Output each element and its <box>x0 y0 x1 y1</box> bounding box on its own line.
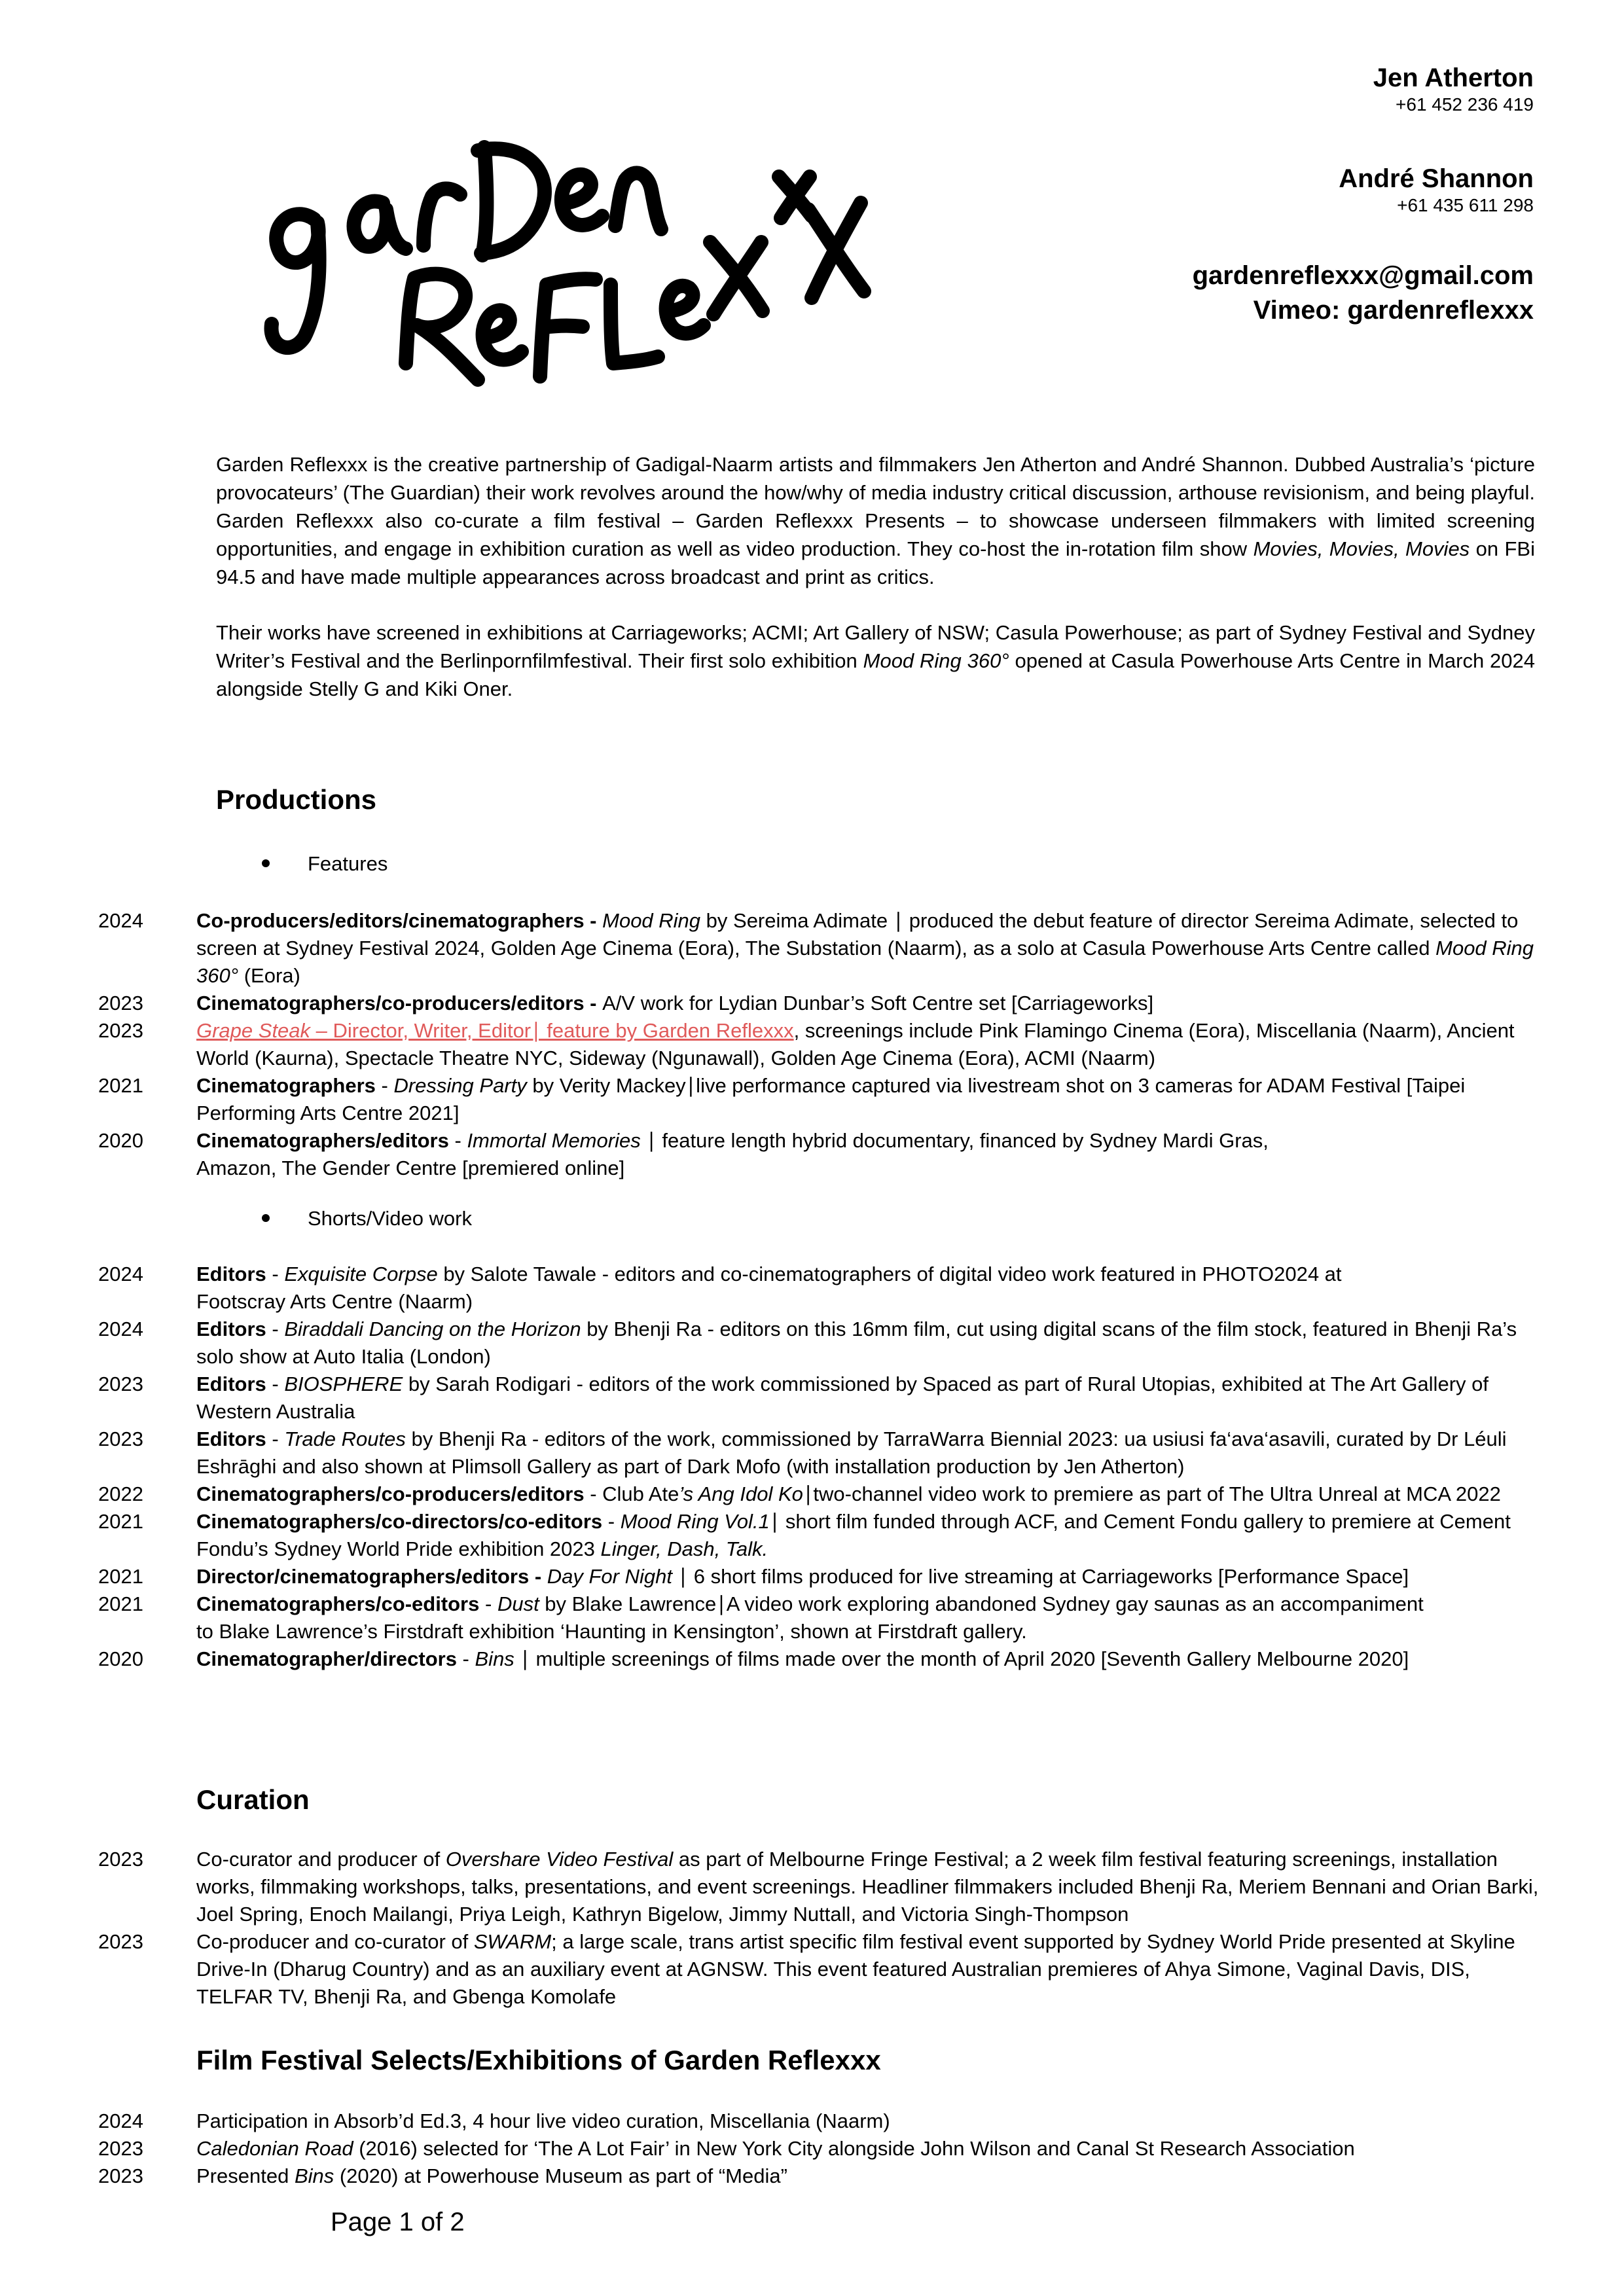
entry-description <box>196 1480 1545 1508</box>
role-text: Cinematographers/co-producers/editors <box>196 1482 585 1505</box>
body-text: ∣ feature length hybrid documentary, financed by Sydney Mardi Gras, <box>640 1129 1269 1152</box>
contact-name-jen: Jen Atherton <box>1373 63 1534 92</box>
role-text: Cinematographers/co-producers/editors - <box>196 992 603 1014</box>
role-text: Editors <box>196 1263 266 1285</box>
entry-description <box>196 1371 1545 1426</box>
body-text: - Club Ate <box>584 1482 679 1505</box>
title-text: Mood Ring 360° <box>196 937 1534 987</box>
body-text: - <box>448 1129 467 1152</box>
entry-row <box>98 1563 1545 1590</box>
body-text: Amazon, The Gender Centre [premiered online] <box>196 1157 625 1179</box>
body-text: (2016) selected for ‘The A Lot Fair’ in New York City alongside John Wilson and Canal St Research Association <box>353 2137 1355 2160</box>
body-text: Presented <box>196 2164 295 2187</box>
body-text: ∣ short film funded through ACF, and Cement Fondu gallery to premiere at Cement Fondu’s Sydney World Pride exhibition 2023 <box>196 1510 1511 1560</box>
productions-heading: Productions <box>216 784 377 815</box>
role-text: Cinematographers/editors <box>196 1129 449 1152</box>
title-text: Biraddali Dancing on the Horizon <box>284 1318 581 1340</box>
festivals-list <box>98 2108 1545 2190</box>
entry-row <box>98 2162 1545 2190</box>
title-text: Caledonian Road <box>196 2137 353 2160</box>
entry-row <box>98 1846 1545 1928</box>
entry-row <box>98 990 1545 1017</box>
festivals-heading: Film Festival Selects/Exhibitions of Garden Reflexxx <box>196 2045 881 2075</box>
intro-paragraph-1 <box>216 450 1535 591</box>
entry-year: 2023 <box>98 992 143 1014</box>
title-text: Linger, Dash, Talk. <box>600 1537 768 1560</box>
page-number: Page 1 of 2 <box>331 2208 465 2236</box>
entry-row <box>98 2108 1545 2135</box>
entry-year: 2024 <box>98 2109 143 2132</box>
role-text: Cinematographers/co-editors <box>196 1592 480 1615</box>
shorts-subheading <box>262 1207 472 1230</box>
entry-year: 2024 <box>98 1263 143 1285</box>
title-text: Dust <box>497 1592 539 1615</box>
entry-year: 2024 <box>98 909 143 932</box>
body-text: A/V work for Lydian Dunbar’s Soft Centre set [Carriageworks] <box>602 992 1154 1014</box>
entry-row <box>98 1480 1545 1508</box>
shorts-list <box>98 1261 1545 1673</box>
entry-row <box>98 1261 1545 1316</box>
title-text: Immortal Memories <box>467 1129 641 1152</box>
contact-name-andre: André Shannon <box>1339 164 1534 194</box>
title-text: Dressing Party <box>393 1074 527 1097</box>
entry-description <box>196 1645 1545 1673</box>
role-text: Cinematographers <box>196 1074 376 1097</box>
entry-row <box>98 1645 1545 1673</box>
body-text: opened at Casula Powerhouse Arts Centre in March 2024 alongside Stelly G and Kiki Oner. <box>216 649 1535 700</box>
entry-row <box>98 1590 1545 1645</box>
role-text: Editors <box>196 1372 266 1395</box>
body-text: (Eora) <box>238 964 300 987</box>
entry-description <box>196 1563 1545 1590</box>
bullet-icon <box>262 1214 270 1222</box>
link-title[interactable]: Grape Steak <box>196 1019 311 1042</box>
body-text: Co-curator and producer of <box>196 1848 446 1871</box>
body-text: - <box>456 1647 475 1670</box>
entry-year: 2023 <box>98 2164 143 2187</box>
body-text: to Blake Lawrence’s Firstdraft exhibition ‘Haunting in Kensington’, shown at Firstdraft gallery. <box>196 1620 1027 1643</box>
body-text: by Bhenji Ra - editors of the work, commissioned by TarraWarra Biennial 2023: ua usiusi fa‘ava‘asavili, curated by Dr Léuli Eshrāghi and also shown at Plimsoll Gallery as part of Dark Mofo (with installation production by Jen Atherton) <box>196 1427 1507 1478</box>
title-text: Bins <box>294 2164 334 2187</box>
title-text: SWARM <box>473 1930 552 1953</box>
entry-year: 2023 <box>98 2137 143 2160</box>
title-text: Movies, Movies, Movies <box>1253 537 1470 560</box>
entry-description <box>196 2108 1545 2135</box>
body-text: - <box>266 1427 285 1450</box>
contact-email[interactable]: gardenreflexxx@gmail.com <box>1192 260 1534 290</box>
body-text: ; a large scale, trans artist specific film festival event supported by Sydney World Pride presented at Skyline Drive-In (Dharug Country) and as an auxiliary event at AGNSW. This event featured Australian premieres of Ahya Simone, Vaginal Davis, DIS, TELFAR TV, Bhenji Ra, and Gbenga Komolafe <box>196 1930 1515 2008</box>
body-text: - <box>479 1592 497 1615</box>
contact-block <box>945 63 1534 328</box>
body-text: ∣ multiple screenings of films made over the month of April 2020 [Seventh Gallery Melbourne 2020] <box>514 1647 1409 1670</box>
features-label: Features <box>308 852 388 875</box>
title-text: Bins <box>475 1647 514 1670</box>
body-text: Participation in Absorb’d Ed.3, 4 hour live video curation, Miscellania (Naarm) <box>196 2109 890 2132</box>
entry-year: 2023 <box>98 1372 143 1395</box>
curation-list <box>98 1846 1545 2011</box>
entry-year: 2021 <box>98 1592 143 1615</box>
role-text: Director/cinematographers/editors - <box>196 1565 547 1588</box>
body-text: by Sarah Rodigari - editors of the work commissioned by Spaced as part of Rural Utopias, exhibited at The Art Gallery of Western Australia <box>196 1372 1489 1423</box>
body-text: Footscray Arts Centre (Naarm) <box>196 1290 473 1313</box>
features-subheading <box>262 852 388 876</box>
entry-description <box>196 1508 1545 1563</box>
body-text: as part of Melbourne Fringe Festival; a 2 week film festival featuring screenings, installation works, filmmaking workshops, talks, presentations, and event screenings. Headliner filmmakers included Bhenji Ra, Meriem Bennani and Orian Barki, Joel Spring, Enoch Mailangi, Priya Leigh, Kathryn Bigelow, Jimmy Nuttall, and Victoria Singh-Thompson <box>196 1848 1539 1926</box>
entry-row <box>98 907 1545 990</box>
features-list <box>98 907 1545 1182</box>
shorts-label: Shorts/Video work <box>308 1207 472 1230</box>
body-text: - <box>266 1318 285 1340</box>
entry-year: 2021 <box>98 1074 143 1097</box>
entry-row <box>98 1371 1545 1426</box>
entry-description <box>196 1426 1545 1480</box>
entry-year: 2021 <box>98 1565 143 1588</box>
body-text: Their works have screened in exhibitions at Carriageworks; ACMI; Art Gallery of NSW; Casula Powerhouse; as part of Sydney Festival and Sydney Writer’s Festival and the Berlinpornfilmfestival. Their first solo exhibition <box>216 621 1535 672</box>
curation-heading: Curation <box>196 1784 310 1815</box>
entry-description <box>196 2162 1545 2190</box>
contact-phone-andre: +61 435 611 298 <box>1397 195 1534 216</box>
entry-year: 2021 <box>98 1510 143 1533</box>
role-text: Editors <box>196 1427 266 1450</box>
body-text: by Blake Lawrence∣A video work exploring abandoned Sydney gay saunas as an accompaniment <box>539 1592 1424 1615</box>
entry-year: 2020 <box>98 1647 143 1670</box>
entry-year: 2023 <box>98 1019 143 1042</box>
body-text: by Salote Tawale - editors and co-cinematographers of digital video work featured in PHOTO2024 at <box>437 1263 1342 1285</box>
body-text: , screenings include Pink Flamingo Cinema (Eora), Miscellania (Naarm), Ancient World (Kaurna), Spectacle Theatre NYC, Sideway (Ngunawall), Golden Age Cinema (Eora), ACMI (Naarm) <box>196 1019 1515 1069</box>
body-text: by Bhenji Ra - editors on this 16mm film, cut using digital scans of the film stock, featured in Bhenji Ra’s solo show at Auto Italia (London) <box>196 1318 1517 1368</box>
role-text: Cinematographer/directors <box>196 1647 457 1670</box>
entry-description <box>196 1590 1545 1645</box>
title-text: Mood Ring 360° <box>863 649 1009 672</box>
entry-year: 2020 <box>98 1129 143 1152</box>
title-text: Mood Ring Vol.1 <box>620 1510 770 1533</box>
role-text: Editors <box>196 1318 266 1340</box>
entry-year: 2024 <box>98 1318 143 1340</box>
entry-description <box>196 990 1545 1017</box>
body-text: (2020) at Powerhouse Museum as part of “Media” <box>334 2164 787 2187</box>
title-text: ’s Ang Idol Ko <box>679 1482 803 1505</box>
entry-description <box>196 1928 1545 2011</box>
entry-description <box>196 1261 1545 1316</box>
body-text: by Sereima Adimate ∣ produced the debut feature of director Sereima Adimate, selected to screen at Sydney Festival 2024, Golden Age Cinema (Eora), The Substation (Naarm), as a solo at Casula Powerhouse Arts Centre called <box>196 909 1519 960</box>
body-text: - <box>375 1074 394 1097</box>
role-text: Co-producers/editors/cinematographers - <box>196 909 603 932</box>
intro-section <box>216 450 1535 730</box>
body-text: - <box>602 1510 621 1533</box>
entry-row <box>98 1426 1545 1480</box>
entry-year: 2023 <box>98 1427 143 1450</box>
entry-description <box>196 1316 1545 1371</box>
entry-description <box>196 1072 1545 1127</box>
bullet-icon <box>262 859 270 867</box>
intro-paragraph-2 <box>216 619 1535 703</box>
body-text: ∣two-channel video work to premiere as part of The Ultra Unreal at MCA 2022 <box>803 1482 1501 1505</box>
body-text: Co-producer and co-curator of <box>196 1930 474 1953</box>
link-text[interactable]: – Director, Writer, Editor∣ feature by Garden Reflexxx <box>310 1019 794 1042</box>
entry-year: 2023 <box>98 1930 143 1953</box>
garden-reflexxx-logo <box>252 88 907 409</box>
entry-description <box>196 907 1545 990</box>
entry-row <box>98 1316 1545 1371</box>
entry-year: 2023 <box>98 1848 143 1871</box>
entry-row <box>98 1928 1545 2011</box>
entry-row <box>98 1072 1545 1127</box>
title-text: Mood Ring <box>602 909 701 932</box>
title-text: Overshare Video Festival <box>445 1848 674 1871</box>
entry-description <box>196 2135 1545 2162</box>
title-text: BIOSPHERE <box>284 1372 403 1395</box>
role-text: Cinematographers/co-directors/co-editors <box>196 1510 603 1533</box>
entry-year: 2022 <box>98 1482 143 1505</box>
body-text: Garden Reflexxx is the creative partnership of Gadigal-Naarm artists and filmmakers Jen Atherton and André Shannon. Dubbed Australia’s ‘picture provocateurs’ (The Guardian) their work revolves around the how/why of media industry critical discussion, arthouse revisionism, and being playful. Garden Reflexxx also co-curate a film festival – Garden Reflexxx Presents – to showcase underseen filmmakers with limited screening opportunities, and engage in exhibition curation as well as video production. They co-host the in-rotation film show <box>216 453 1535 560</box>
body-text: - <box>266 1263 285 1285</box>
contact-phone-jen: +61 452 236 419 <box>1396 94 1534 115</box>
entry-row <box>98 2135 1545 2162</box>
entry-description <box>196 1846 1545 1928</box>
body-text: ∣ 6 short films produced for live streaming at Carriageworks [Performance Space] <box>672 1565 1409 1588</box>
body-text: on FBi 94.5 and have made multiple appearances across broadcast and print as critics. <box>216 537 1535 588</box>
entry-row <box>98 1127 1545 1182</box>
contact-vimeo[interactable]: Vimeo: gardenreflexxx <box>1253 295 1534 325</box>
entry-row <box>98 1017 1545 1072</box>
body-text: by Verity Mackey∣live performance captured via livestream shot on 3 cameras for ADAM Festival [Taipei Performing Arts Centre 2021] <box>196 1074 1466 1124</box>
entry-description <box>196 1017 1545 1072</box>
title-text: Trade Routes <box>284 1427 406 1450</box>
title-text: Day For Night <box>547 1565 672 1588</box>
entry-row <box>98 1508 1545 1563</box>
title-text: Exquisite Corpse <box>284 1263 438 1285</box>
body-text: - <box>266 1372 285 1395</box>
entry-description <box>196 1127 1545 1182</box>
